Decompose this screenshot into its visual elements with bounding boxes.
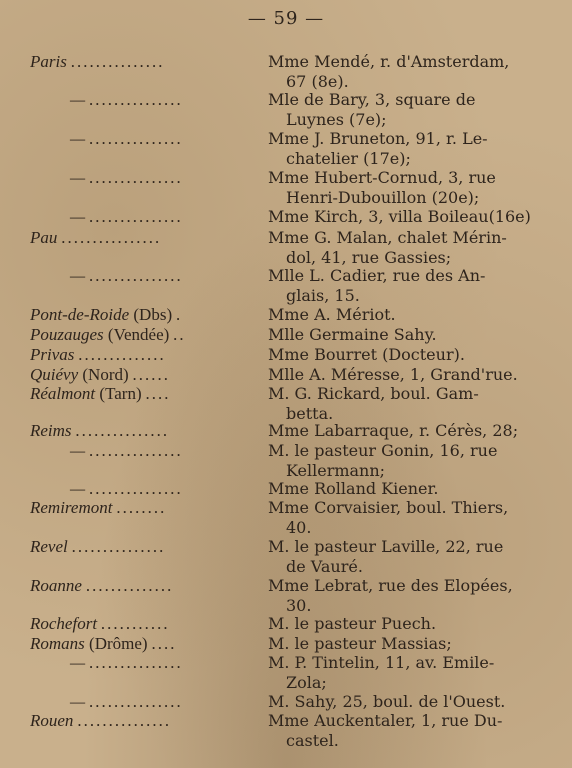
entry-text: Mme G. Malan, chalet Mérin- dol, 41, rue Gassies; [268, 228, 507, 267]
entry-text: Mlle Germaine Sahy. [268, 325, 437, 344]
place-name: Rouen ............... [30, 711, 172, 730]
entry-text: Mme Lebrat, rue des Elopées, 30. [268, 576, 513, 615]
page-number: — 59 — [247, 8, 325, 29]
entry-text: M. le pasteur Gonin, 16, rue Kellermann; [268, 441, 498, 480]
entry-text: Mme Bourret (Docteur). [268, 345, 465, 364]
entry-text: M. P. Tintelin, 11, av. Emile- Zola; [268, 653, 495, 692]
entry-text: M. Sahy, 25, boul. de l'Ouest. [268, 692, 506, 711]
place-name: — ............... [70, 129, 184, 148]
place-name: Reims ............... [30, 421, 170, 440]
place-name: — ............... [70, 441, 184, 460]
place-name: Pouzauges (Vendée) .. [30, 325, 187, 344]
entry-text: Mme Auckentaler, 1, rue Du- castel. [268, 711, 503, 750]
place-name: Privas .............. [30, 345, 167, 364]
place-name: Rochefort ........... [30, 614, 171, 633]
place-name: — ............... [70, 653, 184, 672]
entry-text: Mme A. Mériot. [268, 305, 396, 324]
entry-text: Mme Corvaisier, boul. Thiers, 40. [268, 498, 509, 537]
place-name: — ............... [70, 207, 184, 226]
place-name: Pau ................ [30, 228, 162, 247]
entry-text: M. le pasteur Puech. [268, 614, 437, 633]
place-name: Paris ............... [30, 52, 165, 71]
place-name: Quiévy (Nord) ...... [30, 365, 171, 384]
entry-text: M. le pasteur Laville, 22, rue de Vauré. [268, 537, 504, 576]
entry-text: Mme J. Bruneton, 91, r. Le- chatelier (17e); [268, 129, 488, 168]
entry-text: Mme Kirch, 3, villa Boileau(16e) [268, 207, 531, 226]
entry-text: M. le pasteur Massias; [268, 634, 452, 653]
entry-text: Mme Labarraque, r. Cérès, 28; [268, 421, 519, 440]
place-name: Pont-de-Roide (Dbs) . [30, 305, 183, 324]
entry-text: Mle de Bary, 3, square de Luynes (7e); [268, 90, 476, 129]
place-name: Roanne .............. [30, 576, 174, 595]
place-name: Remiremont ........ [30, 498, 167, 517]
place-name: — ............... [70, 90, 184, 109]
entry-text: Mme Hubert-Cornud, 3, rue Henri-Dubouillon (20e); [268, 168, 496, 207]
place-name: Romans (Drôme) .... [30, 634, 177, 653]
entry-text: Mlle L. Cadier, rue des An- glais, 15. [268, 266, 486, 305]
entry-text: Mlle A. Méresse, 1, Grand'rue. [268, 365, 518, 384]
place-name: — ............... [70, 692, 184, 711]
place-name: — ............... [70, 266, 184, 285]
entry-text: Mme Rolland Kiener. [268, 479, 439, 498]
place-name: — ............... [70, 479, 184, 498]
place-name: Revel ............... [30, 537, 166, 556]
entry-text: M. G. Rickard, boul. Gam- betta. [268, 384, 479, 423]
place-name: Réalmont (Tarn) .... [30, 384, 171, 403]
entry-text: Mme Mendé, r. d'Amsterdam, 67 (8e). [268, 52, 510, 91]
place-name: — ............... [70, 168, 184, 187]
